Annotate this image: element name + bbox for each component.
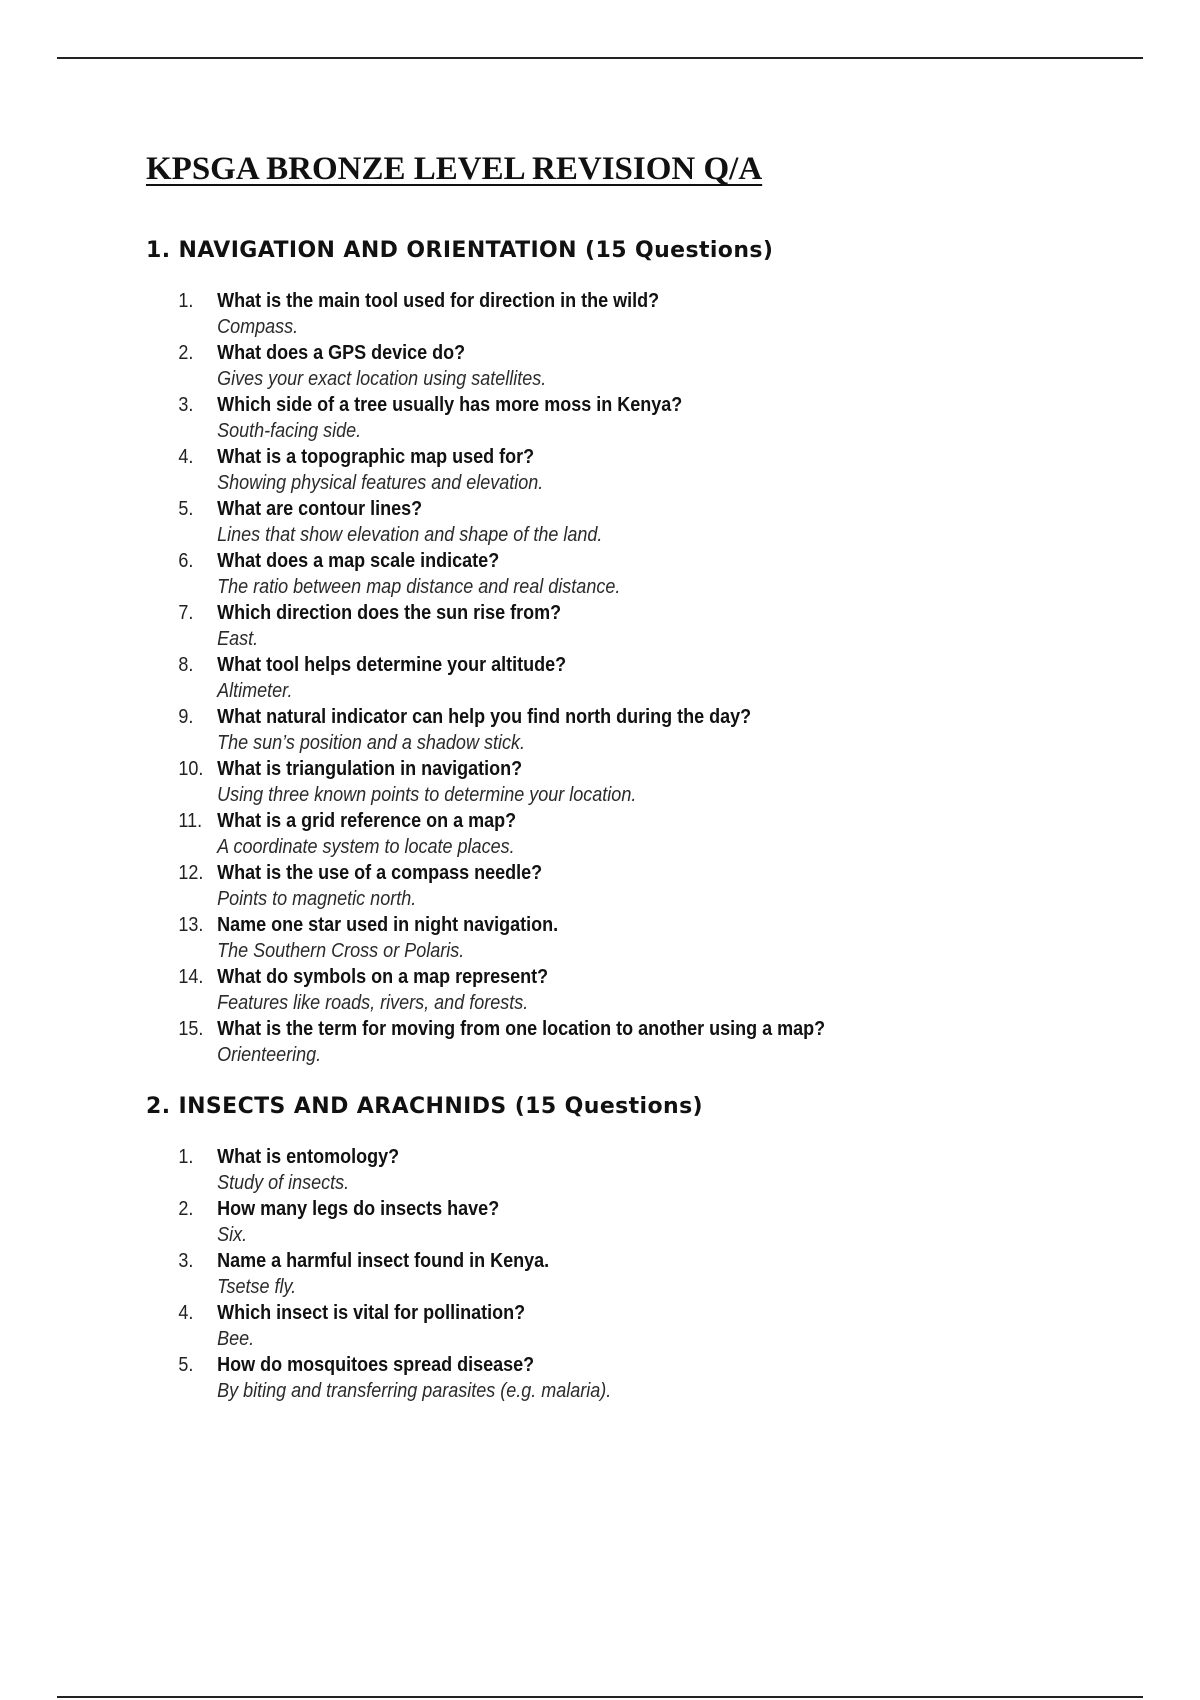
answer: Compass. <box>217 315 299 338</box>
question: Name a harmful insect found in Kenya. <box>217 1250 550 1273</box>
list-item <box>146 652 1046 704</box>
answer: Points to magnetic north. <box>217 887 417 910</box>
list-item <box>146 392 1046 444</box>
list-item <box>146 340 1046 392</box>
item-number: 4. <box>178 445 194 468</box>
list-item <box>146 1016 1046 1068</box>
item-number: 3. <box>178 393 194 416</box>
question: What is the term for moving from one location to another using a map? <box>217 1017 826 1040</box>
answer: The ratio between map distance and real distance. <box>217 575 621 598</box>
question: What do symbols on a map represent? <box>217 965 549 988</box>
section-heading: 1. NAVIGATION AND ORIENTATION (15 Questions) <box>146 237 774 263</box>
question: What does a GPS device do? <box>217 341 466 364</box>
answer: A coordinate system to locate places. <box>217 835 515 858</box>
list-item <box>146 1196 1046 1248</box>
answer: Study of insects. <box>217 1172 350 1195</box>
question: Name one star used in night navigation. <box>217 913 559 936</box>
item-number: 10. <box>178 757 204 780</box>
item-number: 5. <box>178 1354 194 1377</box>
answer: The sun’s position and a shadow stick. <box>217 731 525 754</box>
question: What are contour lines? <box>217 497 423 520</box>
answer: Features like roads, rivers, and forests. <box>217 991 529 1014</box>
section-navigation <box>146 238 1146 1068</box>
answer: Showing physical features and elevation. <box>217 471 544 494</box>
item-number: 9. <box>178 705 194 728</box>
item-number: 4. <box>178 1302 194 1325</box>
answer: Bee. <box>217 1328 255 1351</box>
item-number: 3. <box>178 1250 194 1273</box>
question: Which insect is vital for pollination? <box>217 1302 526 1325</box>
list-item <box>146 1248 1046 1300</box>
item-number: 5. <box>178 497 194 520</box>
answer: By biting and transferring parasites (e.g. malaria). <box>217 1380 612 1403</box>
section-insects <box>146 1094 1146 1404</box>
question: How many legs do insects have? <box>217 1198 500 1221</box>
document-body <box>146 140 1146 1404</box>
item-number: 8. <box>178 653 194 676</box>
answer: Gives your exact location using satellites. <box>217 367 547 390</box>
qa-list <box>146 288 1046 1068</box>
answer: Using three known points to determine your location. <box>217 783 637 806</box>
document-title: KPSGA BRONZE LEVEL REVISION Q/A <box>146 151 763 187</box>
question: What natural indicator can help you find north during the day? <box>217 705 752 728</box>
question: What is triangulation in navigation? <box>217 757 523 780</box>
question: What is the main tool used for direction in the wild? <box>217 289 660 312</box>
answer: Lines that show elevation and shape of the land. <box>217 523 603 546</box>
list-item <box>146 756 1046 808</box>
item-number: 6. <box>178 549 194 572</box>
answer: East. <box>217 627 259 650</box>
question: What tool helps determine your altitude? <box>217 653 567 676</box>
list-item <box>146 808 1046 860</box>
section-heading: 2. INSECTS AND ARACHNIDS (15 Questions) <box>146 1093 704 1119</box>
list-item <box>146 964 1046 1016</box>
item-number: 13. <box>178 913 204 936</box>
item-number: 7. <box>178 601 194 624</box>
question: What is the use of a compass needle? <box>217 861 543 884</box>
item-number: 12. <box>178 861 204 884</box>
item-number: 1. <box>178 289 194 312</box>
bottom-rule <box>57 1696 1143 1698</box>
question: Which direction does the sun rise from? <box>217 601 562 624</box>
question: What is a grid reference on a map? <box>217 809 517 832</box>
question: What does a map scale indicate? <box>217 549 500 572</box>
qa-list <box>146 1144 1046 1404</box>
list-item <box>146 912 1046 964</box>
list-item <box>146 444 1046 496</box>
list-item <box>146 1352 1046 1404</box>
item-number: 2. <box>178 1198 194 1221</box>
item-number: 15. <box>178 1017 204 1040</box>
answer: Orienteering. <box>217 1043 322 1066</box>
item-number: 2. <box>178 341 194 364</box>
item-number: 11. <box>178 809 203 832</box>
question: Which side of a tree usually has more moss in Kenya? <box>217 393 683 416</box>
answer: South-facing side. <box>217 419 362 442</box>
question: How do mosquitoes spread disease? <box>217 1354 535 1377</box>
answer: Six. <box>217 1224 248 1247</box>
item-number: 1. <box>178 1146 194 1169</box>
answer: Tsetse fly. <box>217 1276 297 1299</box>
list-item <box>146 600 1046 652</box>
list-item <box>146 496 1046 548</box>
list-item <box>146 288 1046 340</box>
list-item <box>146 1300 1046 1352</box>
question: What is a topographic map used for? <box>217 445 535 468</box>
answer: The Southern Cross or Polaris. <box>217 939 465 962</box>
item-number: 14. <box>178 965 204 988</box>
list-item <box>146 1144 1046 1196</box>
answer: Altimeter. <box>217 679 293 702</box>
top-rule <box>57 57 1143 59</box>
question: What is entomology? <box>217 1146 400 1169</box>
list-item <box>146 548 1046 600</box>
list-item <box>146 860 1046 912</box>
list-item <box>146 704 1046 756</box>
